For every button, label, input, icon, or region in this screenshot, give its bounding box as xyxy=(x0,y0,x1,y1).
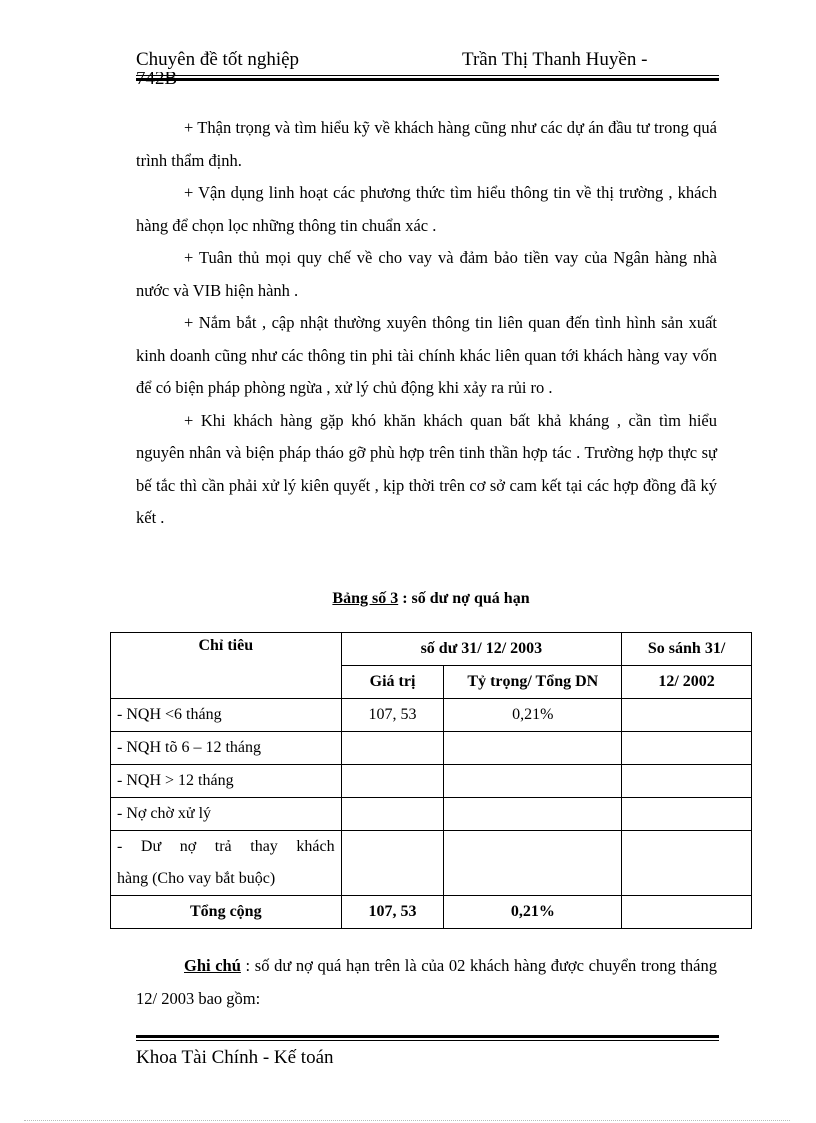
paragraph: + Vận dụng linh hoạt các phương thức tìm hiểu thông tin về thị trường , khách hàng để chọn lọc những thông tin chuẩn xác . xyxy=(136,183,717,235)
body-text xyxy=(136,112,717,535)
table-row xyxy=(111,699,752,732)
row-gia-tri xyxy=(341,732,444,765)
row-so-sanh xyxy=(622,765,752,798)
row-label: - NQH > 12 tháng xyxy=(111,765,342,798)
row-ty-trong xyxy=(444,732,622,765)
header-rule-thick xyxy=(136,78,719,81)
row-so-sanh xyxy=(622,798,752,831)
header-so-sanh: So sánh 31/ xyxy=(622,633,752,666)
row-ty-trong: 0,21% xyxy=(444,699,622,732)
paragraph: + Khi khách hàng gặp khó khăn khách quan bất khả kháng , cần tìm hiểu nguyên nhân và biện pháp tháo gỡ phù hợp trên tinh thần hợp tác . Trường hợp thực sự bế tắc thì cần phải xử lý kiên quyết , kịp thời trên cơ sở cam kết tại các hợp đồng đã ký kết . xyxy=(136,410,717,527)
table-total-row xyxy=(111,896,752,929)
row-label: - NQH <6 tháng xyxy=(111,699,342,732)
paragraph: + Nắm bắt , cập nhật thường xuyên thông tin liên quan đến tình hình sản xuất kinh doanh cũng như các thông tin phi tài chính khác liên quan tới khách hàng vay vốn để có biện pháp phòng ngừa , xử lý chủ động khi xảy ra rủi ro . xyxy=(136,313,717,397)
header-so-du: số dư 31/ 12/ 2003 xyxy=(341,633,622,666)
row-gia-tri xyxy=(341,831,444,896)
row-ty-trong xyxy=(444,765,622,798)
page-footer: Khoa Tài Chính - Kế toán xyxy=(136,1047,334,1068)
row-ty-trong xyxy=(444,798,622,831)
table-caption xyxy=(110,590,752,608)
row-label-line: - Dư nợ trả thay khách xyxy=(117,838,335,855)
total-so-sanh xyxy=(622,896,752,929)
header-class-code: 742B xyxy=(136,72,178,86)
header-ty-trong: Tỷ trọng/ Tổng DN xyxy=(444,666,622,699)
paragraph: + Thận trọng và tìm hiểu kỹ về khách hàng cũng như các dự án đầu tư trong quá trình thẩm định. xyxy=(136,118,717,170)
header-author: Trần Thị Thanh Huyền - xyxy=(462,49,648,70)
row-gia-tri xyxy=(341,798,444,831)
row-label: - NQH tõ 6 – 12 tháng xyxy=(111,732,342,765)
table-row xyxy=(111,798,752,831)
total-ty-trong: 0,21% xyxy=(444,896,622,929)
table-caption-label: Bảng số 3 xyxy=(332,590,399,607)
header-rule-thin xyxy=(136,75,719,76)
header-so-sanh-year: 12/ 2002 xyxy=(622,666,752,699)
overdue-debt-table xyxy=(110,632,752,929)
row-gia-tri xyxy=(341,765,444,798)
row-gia-tri: 107, 53 xyxy=(341,699,444,732)
note-text: : số dư nợ quá hạn trên là của 02 khách hàng được chuyển trong tháng 12/ 2003 bao gồm: xyxy=(136,956,718,1008)
table-caption-text: : số dư nợ quá hạn xyxy=(398,590,530,607)
table-row xyxy=(111,732,752,765)
header-chi-tieu: Chỉ tiêu xyxy=(111,633,342,699)
total-label: Tổng cộng xyxy=(111,896,342,929)
note-label: Ghi chú xyxy=(184,956,241,975)
header-gia-tri: Giá trị xyxy=(341,666,444,699)
page-edge-divider xyxy=(24,1120,790,1121)
table-row xyxy=(111,831,752,896)
footer-rule-thin xyxy=(136,1040,719,1041)
table-header-row xyxy=(111,633,752,666)
table-row xyxy=(111,765,752,798)
row-so-sanh xyxy=(622,732,752,765)
row-so-sanh xyxy=(622,831,752,896)
footer-rule-thick xyxy=(136,1035,719,1038)
note xyxy=(136,950,717,1015)
paragraph: + Tuân thủ mọi quy chế về cho vay và đảm bảo tiền vay của Ngân hàng nhà nước và VIB hiện hành . xyxy=(136,248,717,300)
row-label xyxy=(111,831,342,896)
row-so-sanh xyxy=(622,699,752,732)
header-title: Chuyên đề tốt nghiệp xyxy=(136,49,300,70)
row-label-line: hàng (Cho vay bắt buộc) xyxy=(117,870,276,887)
row-label: - Nợ chờ xử lý xyxy=(111,798,342,831)
row-ty-trong xyxy=(444,831,622,896)
total-gia-tri: 107, 53 xyxy=(341,896,444,929)
